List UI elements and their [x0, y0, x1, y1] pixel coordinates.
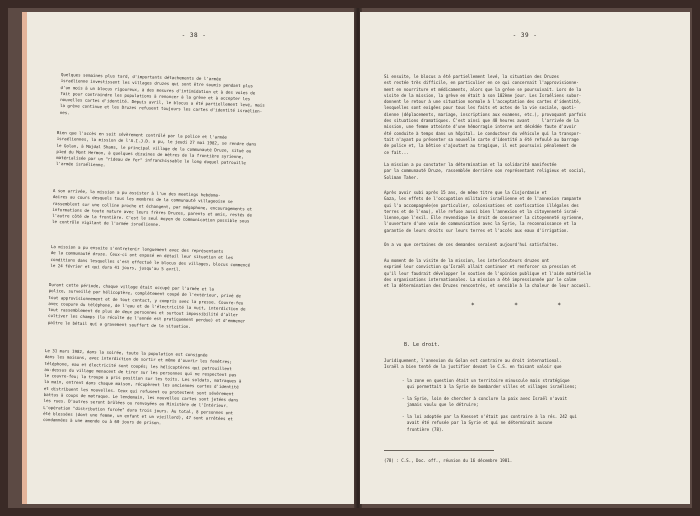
paragraph: Bien que l'accès en soit sévèrement contrôlé par la police et l'armée israéliennes, la mission de l'A.I.J.D. a pu, le jeudi 27 mai 1982, se rendre dans le Golan, à Majdal Shams, le principal village de la communauté Druze, situé au pied du Mont Hermon, à quelques dizaines de mètres de la frontière syrienne, matérialisée par un "rideau de fer" infranchissable le long duquel patrouille l'armée israélienne. [55, 130, 257, 168]
paragraph: Juridiquement, l'annexion du Golan est contraire au droit international. Israël a bien tenté de la justifier devant le C.S. en faisant valoir que [384, 358, 562, 370]
section-separator: * * * [470, 302, 580, 309]
page-number: - 39 - [512, 32, 538, 39]
list-item: - la zone en question était un territoire minuscule mais stratégique qui permettait à la Syrie de bombarder villes et villages israéliens; [402, 378, 577, 390]
paragraph: A son arrivée, la mission a pu assister à l'un des meetings hebdoma- daires au cours desquels tous les membres de la communauté villageoise se rassemblent sur une colline proche et échangent, par mégaphone, encouragements et informations de toute nature avec leurs frères Druzes, parents et amis, restés de l'autre côté de la frontière. C'est le seul moyen de communication possible sous le contrôle vigilant de l'armée israélienne. [51, 188, 253, 228]
list-item: - la loi adoptée par la Knesset n'était pas contraire à la rés. 242 qui avait été refusée par la Syrie et qui ne déterminait aucune frontière (78). [402, 414, 577, 432]
paragraph: On a vu que certaines de ces demandes seraient aujourd'hui satisfaites. [384, 242, 559, 247]
paragraph: Si ensuite, le blocus a été partiellement levé, la situation des Druzes est restée très difficile, en particulier en ce qui concernait l'approvisionne- ment en nourriture et médicaments, alors que la grève se poursuivait. Lors de la visite de la mission, la grève en était à son 102ème jour. Les Israéliens subor- donnent le retour à une situation normale à l'acceptation des cartes d'identité, lesquelles sont exigées pour tous les faits et actes de la vie sociale, quoti- dienne (déplacements, mariage, inscriptions aux examens, etc.), provoquant parfois des situations dramatiques. C'est ainsi que 48 heures avant l'arrivée de la mission, une femme atteinte d'une hémorragie interne ont décédée faute d'avoir été conduite à temps dans un hôpital. Le conducteur du véhicule qui la transpor- tait n'ayant pu présenter sa nouvelle carte d'identité a été refoulé au barrage de police et, la bêtise s'ajoutant au tragique, il est poursuivi pénalement de ce fait... [384, 74, 587, 155]
list-item: - la Syrie, loin de chercher à conclure la paix avec Israël n'avait jamais voulu que le détruire; [402, 396, 568, 408]
paragraph: Au moment de la visite de la mission, les interlocuteurs druzes ont exprimé leur conviction qu'Israël allait continuer et renforcer sa pression et qu'il leur faudrait développer le soutien de l'opinion publique et l'aide matérielle des organisations internationales. La mission a été impressionnée par le calme et la détermination des Druzes rencontrés, et sensible à la chaleur de leur accueil. [384, 258, 592, 289]
paragraph: La mission a pu ensuite s'entretenir longuement avec des représentants de la communauté druze. Ceux-ci ont exposé en détail leur situation et les conditions dans lesquelles s'est effectué le blocus des villages, blocus commencé le 24 février et qui dura 41 jours, jusqu'au 5 avril. [50, 244, 251, 272]
left-page [22, 12, 361, 504]
paragraph: Durant cette période, chaque village était occupé par l'armée et la police, surveillé par hélicoptère, complètement coupé de l'extérieur, privé de tout approvisionnement et de tout contact, y compris avec la presse. Couvre-feu avec coupure du téléphone, de l'eau et de l'électricité la nuit, interdiction de tout rassemblement de plus de deux personnes et surtout impossibilité d'aller cultiver les champs (la récolte de l'année est pratiquement perdue) et d'emmener paître le bétail qui a gravement souffert de la situation. [47, 282, 246, 329]
paragraph: Quelques semaines plus tard, d'importants détachements de l'armée israélienne investissent les villages druzes qui sont être soumis pendant plus d'un mois à un blocus rigoureux, à des mesures d'intimidation et à des voies de fait pour contraindre les populations à renoncer à la grève et à accepter les nouvelles cartes d'identité. Depuis avril, le blocus a été partiellement levé, mais la grève continue et les Druzes refusent toujours les cartes d'identité israélien- nes. [59, 72, 265, 116]
section-heading: B. Le droit. [404, 342, 441, 348]
paragraph: Le 31 mars 1982, dans la soirée, toute la population est consignée dans les maisons, avec interdiction de sortir et même d'ouvrir les fenêtres; téléphone, eau et électricité sont coupés; les hélicoptères qui patrouillent au-dessus du village menacent de tirer sur les personnes qui ne respectent pas le couvre-feu; la troupe a pris position sur les toits. Les soldats, matraques à la main, entrent dans chaque maison, récupèrent les anciennes cartes d'identité et distribuent les nouvelles. Ceux qui refusent ou protestent sont sévèrement battus à coups de matraque. Le lendemain, les nouvelles cartes sont jetées dans les rues. D'autres seront brûlées ou renvoyées au Ministère de l'Intérieur. L'opération "distribution forcée" dura trois jours. Au total, 8 personnes ont été blessées (dont une femme, un enfant et un vieillard), 47 sont arrêtées et condamnées à une amende ou à 60 jours de prison. [42, 348, 242, 426]
book-spread [8, 8, 692, 508]
paragraph: Après avoir subi après 15 ans, de même titre que la Cisjordanie et Gaza, les effets de l'occupation militaire israélienne et de l'annexion rampante qui l'a accompagnée(en particulier, colonisations et confiscation illégales des terres et de l'eau), elle refuse aussi bien l'annexion et la citoyenneté israé- lienne,que l'exil. Elle revendique le droit de conserver la citoyenneté syrienne, l'ouverture d'une voie de communication avec la Syrie, la reconnaissance et la garantie de leurs droits sur leurs terres et l'accès aux eaux d'irrigation. [384, 190, 584, 233]
footnote: (78) : C.S., Doc. off., réunion du 16 décembre 1981. [384, 458, 513, 463]
paragraph: La mission a pu constater la détermination et la solidarité manifestée par la communauté Druze, rassemblée derrière son représentant religieux et social, Soliman Taher. [384, 162, 587, 180]
footnote-rule [384, 450, 494, 451]
page-number: - 38 - [181, 32, 207, 39]
right-page [360, 12, 690, 504]
